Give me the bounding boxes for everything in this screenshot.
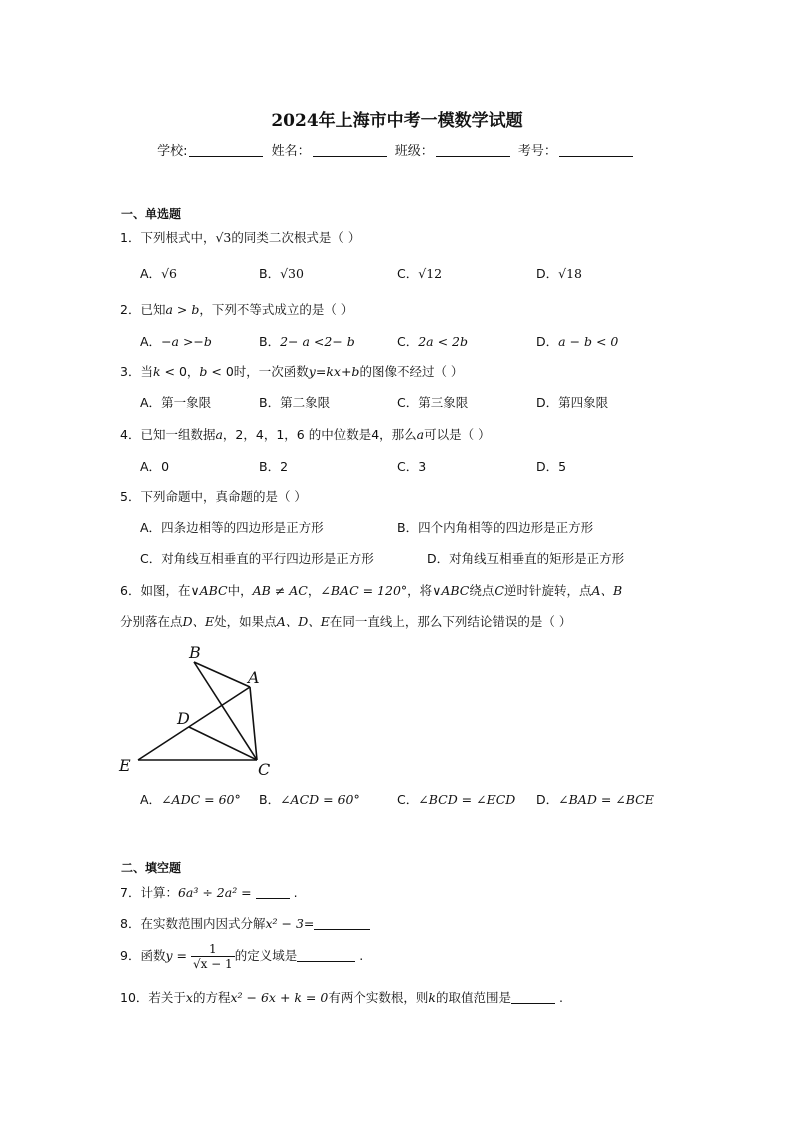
q6-text-1: 6．如图，在 <box>120 583 191 598</box>
class-label: 班级： <box>394 144 434 159</box>
name-label: 姓名： <box>271 144 311 159</box>
q5-option-c-text: 对角线互相垂直的平行四边形是正方形 <box>161 551 374 566</box>
question-2-stem <box>120 300 353 318</box>
question-9 <box>120 942 363 971</box>
q3-option-c-label: C． <box>397 395 419 410</box>
q3-option-a[interactable] <box>140 393 211 411</box>
q1-option-d-label: D． <box>536 266 559 281</box>
q10-text-5: . <box>558 990 563 1005</box>
q1-option-a[interactable] <box>140 264 177 282</box>
label-c: C <box>258 760 271 779</box>
q4-option-b-label: B． <box>259 459 281 474</box>
q6-option-a[interactable] <box>140 790 241 808</box>
q2-stem-math: a > b <box>165 302 200 317</box>
q2-option-c-math: 2a < 2b <box>418 334 469 349</box>
q4-option-d[interactable] <box>536 457 566 475</box>
q9-text-2: 的定义域是 <box>234 948 298 963</box>
q6-option-c-label: C． <box>397 792 419 807</box>
q3-option-d-label: D． <box>536 395 559 410</box>
q2-option-b-math: 2− a <2− b <box>280 334 355 349</box>
q10-math-equation: x² − 6x + k = 0 <box>230 990 329 1005</box>
question-3-stem <box>120 362 463 380</box>
q9-math-y: y = <box>165 948 187 963</box>
q5-option-a-text: 四条边相等的四边形是正方形 <box>161 520 324 535</box>
q4-option-a-text: 0 <box>161 459 170 474</box>
q1-option-d-math: √18 <box>558 266 583 281</box>
q10-answer-blank[interactable] <box>511 991 555 1004</box>
q3-option-c[interactable] <box>397 393 468 411</box>
q6-math-de: D、E <box>182 614 215 629</box>
q6-option-b[interactable] <box>259 790 360 808</box>
question-5-stem: 5．下列命题中，真命题的是（ ） <box>120 489 307 504</box>
q7-answer-blank[interactable] <box>256 886 290 899</box>
exam-no-label: 考号： <box>517 144 557 159</box>
label-b: B <box>189 643 201 662</box>
school-label: 学校: <box>157 144 188 159</box>
q8-answer-blank[interactable] <box>314 917 370 930</box>
q6-text-3: ， <box>307 583 321 598</box>
q7-text-2: . <box>293 885 298 900</box>
class-blank[interactable] <box>436 144 510 157</box>
q6-option-d-label: D． <box>536 792 559 807</box>
q4-option-a[interactable] <box>140 457 169 475</box>
q5-option-b[interactable] <box>397 518 593 536</box>
q10-text-2: 的方程 <box>192 990 231 1005</box>
q1-option-b-label: B． <box>259 266 281 281</box>
q4-option-b-text: 2 <box>280 459 289 474</box>
q6-option-d[interactable] <box>536 790 654 808</box>
q1-stem-math: √3 <box>215 230 232 245</box>
q5-option-d-text: 对角线互相垂直的矩形是正方形 <box>449 551 625 566</box>
q4-text-3: 可以是（ ） <box>424 427 491 442</box>
exam-no-blank[interactable] <box>559 144 633 157</box>
q5-option-d[interactable] <box>427 549 624 567</box>
q1-option-a-label: A． <box>140 266 162 281</box>
q3-text-3: < 0时，一次函数 <box>207 364 309 379</box>
q1-option-c[interactable] <box>397 264 442 282</box>
q2-option-a[interactable] <box>140 332 212 350</box>
q2-option-c-label: C． <box>397 334 419 349</box>
q6-math-angle-bac: ∠BAC = 120° <box>320 583 408 598</box>
q6-math-triangle-2: ∨ABC <box>432 583 470 598</box>
q1-option-a-math: √6 <box>161 266 177 281</box>
q6-option-d-math: ∠BAD = ∠BCE <box>558 792 654 807</box>
q1-option-b-math: √30 <box>280 266 304 281</box>
q2-option-a-math: −a >−b <box>161 334 212 349</box>
q4-option-b[interactable] <box>259 457 288 475</box>
question-7 <box>120 883 298 901</box>
q4-option-a-label: A． <box>140 459 162 474</box>
q4-math-a2: a <box>416 427 425 442</box>
q3-math-function: y=kx+b <box>308 364 360 379</box>
q3-math-k: k <box>152 364 161 379</box>
q3-option-b-text: 第二象限 <box>280 395 331 410</box>
q5-option-c[interactable] <box>140 549 374 567</box>
q2-option-b[interactable] <box>259 332 355 350</box>
q5-option-d-label: D． <box>427 551 450 566</box>
question-10 <box>120 988 563 1006</box>
q4-option-c-label: C． <box>397 459 419 474</box>
q3-option-d[interactable] <box>536 393 608 411</box>
question-4-stem <box>120 425 491 443</box>
q1-option-b[interactable] <box>259 264 304 282</box>
q3-option-a-label: A． <box>140 395 162 410</box>
q6-option-c[interactable] <box>397 790 515 808</box>
q9-text-3: . <box>359 948 364 963</box>
page-title: 2024年上海市中考一模数学试题 <box>271 111 523 131</box>
q6-text-8: 处，如果点 <box>214 614 277 629</box>
q6-math-ab: A、B <box>591 583 623 598</box>
q6-math-ab-ne-ac: AB ≠ AC <box>252 583 308 598</box>
q5-option-c-label: C． <box>140 551 162 566</box>
q6-text-7: 分别落在点 <box>120 614 183 629</box>
q1-stem-suffix: 的同类二次根式是（ ） <box>231 230 361 245</box>
q2-option-d[interactable] <box>536 332 618 350</box>
question-1-stem <box>120 228 360 246</box>
segment-ac <box>250 687 257 760</box>
q10-text-3: 有两个实数根，则 <box>328 990 429 1005</box>
q3-option-b[interactable] <box>259 393 330 411</box>
q2-option-d-label: D． <box>536 334 559 349</box>
q3-option-a-text: 第一象限 <box>161 395 212 410</box>
q8-text-1: 8．在实数范围内因式分解 <box>120 916 266 931</box>
q3-option-c-text: 第三象限 <box>418 395 469 410</box>
q2-option-a-label: A． <box>140 334 162 349</box>
student-info-line <box>0 140 794 159</box>
section-heading-fill-in: 二、填空题 <box>121 861 182 875</box>
q8-math: x² − 3= <box>265 916 315 931</box>
q6-text-6: 逆时针旋转，点 <box>503 583 592 598</box>
school-blank[interactable] <box>189 144 263 157</box>
q6-option-b-math: ∠ACD = 60° <box>280 792 360 807</box>
q4-text-2: ，2，4，1，6 的中位数是4，那么 <box>222 427 417 442</box>
q6-math-triangle-1: ∨ABC <box>190 583 228 598</box>
q5-option-b-label: B． <box>397 520 419 535</box>
label-a: A <box>248 668 260 687</box>
q6-geometry-figure <box>112 638 282 782</box>
q4-option-c-text: 3 <box>418 459 427 474</box>
q4-text-1: 4．已知一组数据 <box>120 427 216 442</box>
q7-text-1: 7．计算： <box>120 885 178 900</box>
q2-stem-suffix: ，下列不等式成立的是（ ） <box>199 302 354 317</box>
q3-text-2: < 0， <box>160 364 200 379</box>
q6-option-c-math: ∠BCD = ∠ECD <box>418 792 516 807</box>
q5-option-a-label: A． <box>140 520 162 535</box>
q6-text-2: 中， <box>227 583 253 598</box>
q7-math: 6a³ ÷ 2a² = <box>177 885 252 900</box>
section-heading-single-choice: 一、单选题 <box>121 207 182 221</box>
q6-text-5: 绕点 <box>469 583 495 598</box>
q6-option-a-math: ∠ADC = 60° <box>161 792 241 807</box>
q4-option-c[interactable] <box>397 457 426 475</box>
q1-option-c-math: √12 <box>418 266 443 281</box>
q5-option-a[interactable] <box>140 518 324 536</box>
figure-lines <box>138 662 257 760</box>
name-blank[interactable] <box>313 144 387 157</box>
q10-math-x: x <box>185 990 193 1005</box>
q9-answer-blank[interactable] <box>297 949 355 962</box>
q6-math-ade: A、D、E <box>276 614 330 629</box>
q2-stem-prefix: 2．已知 <box>120 302 166 317</box>
q4-option-d-label: D． <box>536 459 559 474</box>
label-e: E <box>119 756 131 775</box>
question-6-stem-line-1 <box>120 581 622 599</box>
q3-option-b-label: B． <box>259 395 281 410</box>
q9-numerator: 1 <box>191 942 235 957</box>
q1-stem-prefix: 1．下列根式中， <box>120 230 216 245</box>
label-d: D <box>177 709 190 728</box>
q3-text-4: 的图像不经过（ ） <box>359 364 464 379</box>
q9-denominator: √x − 1 <box>192 957 233 971</box>
q4-math-a1: a <box>215 427 223 442</box>
q4-option-d-text: 5 <box>558 459 567 474</box>
question-8 <box>120 914 370 932</box>
q2-option-d-math: a − b < 0 <box>558 334 619 349</box>
q3-option-d-text: 第四象限 <box>558 395 609 410</box>
q9-text-1: 9．函数 <box>120 948 166 963</box>
q6-option-a-label: A． <box>140 792 162 807</box>
q6-text-9: 在同一直线上，那么下列结论错误的是（ ） <box>329 614 572 629</box>
q2-option-c[interactable] <box>397 332 468 350</box>
question-6-stem-line-2 <box>120 612 571 630</box>
q3-text-1: 3．当 <box>120 364 153 379</box>
q5-option-b-text: 四个内角相等的四边形是正方形 <box>418 520 594 535</box>
q6-option-b-label: B． <box>259 792 281 807</box>
q6-math-c: C <box>494 583 504 598</box>
q9-fraction <box>191 942 235 971</box>
q1-option-d[interactable] <box>536 264 582 282</box>
q10-text-4: 的取值范围是 <box>435 990 511 1005</box>
q6-text-4: ，将 <box>407 583 433 598</box>
q3-math-b: b <box>199 364 208 379</box>
q2-option-b-label: B． <box>259 334 281 349</box>
q10-math-k: k <box>428 990 436 1005</box>
q10-text-1: 10．若关于 <box>120 990 186 1005</box>
q1-option-c-label: C． <box>397 266 419 281</box>
